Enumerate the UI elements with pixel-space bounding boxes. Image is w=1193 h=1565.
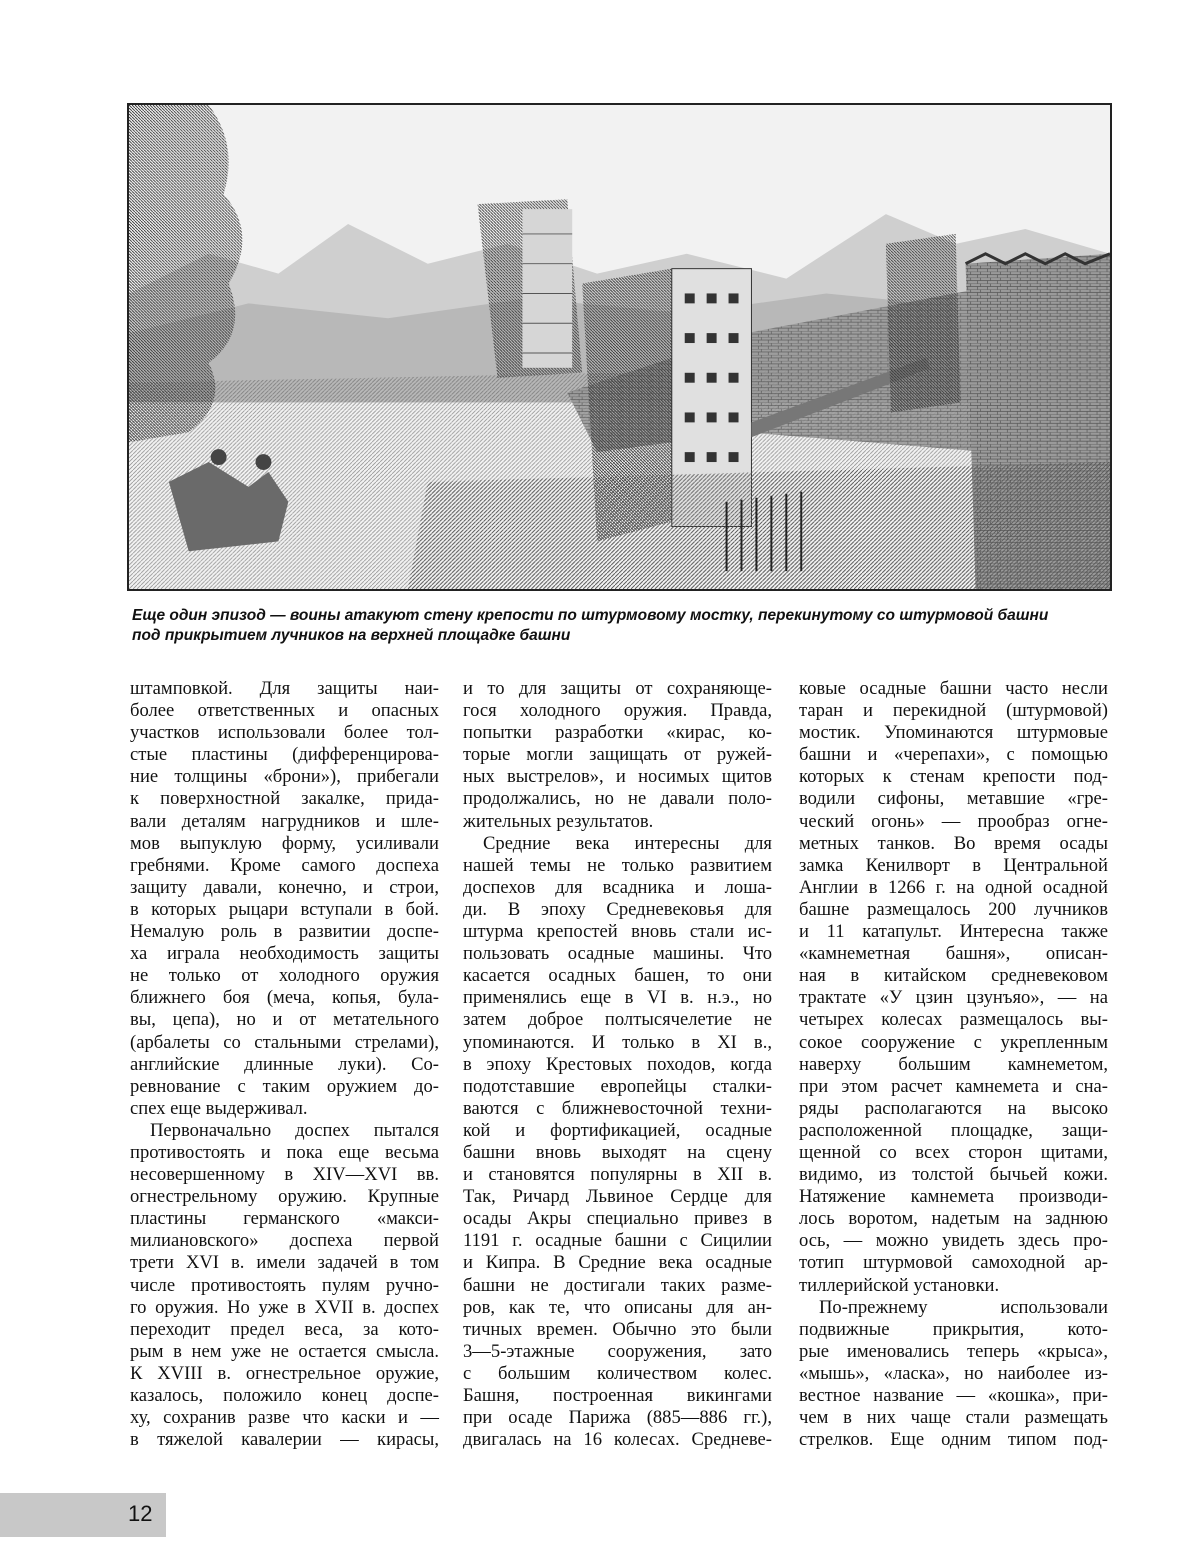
text-line: касается осадных башен, то они [463,965,772,987]
text-line: башни вновь выходят на сцену [463,1141,772,1163]
text-line: осады Акры специально привез в [463,1208,772,1230]
text-line: ха играла необходимость защиты [130,943,439,965]
text-line: трети XVI в. имели задачей в том [130,1252,439,1274]
text-line: Средние века интересны для [483,832,772,854]
text-line: в тяжелой кавалерии — кирасы, [130,1429,439,1451]
text-line: огнестрельному оружию. Крупные [130,1186,439,1208]
text-line: Башня, построенная викингами [463,1385,772,1406]
text-line: ров, как те, что описаны для ан- [463,1296,772,1318]
text-line: которых к стенам крепости под- [799,766,1108,788]
text-line: милиановского» доспеха первой [130,1230,439,1252]
text-line: наверху большим камнеметом, [799,1053,1108,1075]
text-line: ных выстрелов», и носимых щитов [463,766,772,788]
text-line: ваются с ближневосточной техни- [463,1097,772,1119]
text-line: гребнями. Кроме самого доспеха [130,854,439,876]
text-line: таран и перекидной (штурмовой) [799,700,1108,722]
text-line: башни не достигали таких разме- [463,1274,772,1296]
text-line: рые именовались теперь «крыса», [799,1340,1108,1362]
text-line: подотставшие европейцы сталки- [463,1075,772,1097]
text-line: мов выпуклую форму, усиливали [130,832,439,854]
text-line: го оружия. Но уже в XVII в. доспех [130,1296,439,1318]
text-line: башне размещалось 200 лучников [799,898,1108,920]
text-line: с большим количеством колес. [463,1362,772,1384]
text-line: к поверхностной закалке, прида- [130,788,439,810]
text-line: английские длинные луки). Со- [130,1053,439,1075]
engraving-image [129,105,1110,589]
text-line: в которых рыцари вступали в бой. [130,898,439,920]
text-line: штамповкой. Для защиты наи- [130,678,439,699]
text-line: пользовать осадные машины. Что [463,943,772,965]
text-line: защиту давали, конечно, и строи, [130,876,439,898]
text-line: и становятся популярны в XII в. [463,1164,772,1186]
text-line: спех еще выдерживал. [130,1097,308,1119]
text-line: лось воротом, надетым на заднюю [799,1208,1108,1230]
text-line: 3—5-этажные сооружения, зато [463,1340,772,1362]
figure-caption [132,606,1122,646]
text-line: сокое сооружение с укрепленным [799,1031,1108,1053]
text-line: Натяжение камнемета производи- [799,1186,1108,1208]
text-line: штурма крепостей вновь стали ис- [463,921,772,943]
text-line: нашей темы не только развитием [463,854,772,876]
text-line: водили сифоны, метавшие «гре- [799,788,1108,810]
text-line: ряды располагаются на высоко [799,1097,1108,1119]
text-line: «мышь», «ласка», но наиболее из- [799,1362,1108,1384]
text-line: башни и «черепахи», с помощью [799,744,1108,766]
text-column-3 [799,678,1108,1451]
text-line: не только от холодного оружия [130,965,439,987]
text-line: вали деталям нагрудников и шле- [130,810,439,832]
text-line: применялись еще в VI в. н.э., но [463,987,772,1009]
caption-line: под прикрытием лучников на верхней площадке башни [132,627,571,644]
text-line: вестное название — «кошка», при- [799,1385,1108,1406]
text-line: вы, цепа), но и от метательного [130,1009,439,1031]
text-line: чем в них чаще стали размещать [799,1407,1108,1429]
text-line: ближнего боя (меча, копья, була- [130,987,439,1009]
text-line: тиллерийской установки. [799,1274,1000,1296]
text-line: переходит предел веса, за кото- [130,1318,439,1340]
text-line: ху, сохранив разве что каски и — [130,1407,439,1429]
text-line: и 11 катапульт. Интересна также [799,921,1108,943]
text-line: замка Кенилворт в Центральной [799,854,1108,876]
text-line: По-прежнему использовали [819,1296,1108,1318]
text-line: подвижные прикрытия, кото- [799,1318,1108,1340]
text-column-2 [463,678,772,1451]
text-line: ревнование с таким оружием до- [130,1075,439,1097]
text-line: ная в китайском средневековом [799,965,1108,987]
text-line: доспехов для всадника и лоша- [463,876,772,898]
text-line: участков использовали более тол- [130,722,439,744]
text-line: гося холодного оружия. Правда, [463,700,772,722]
text-line: несовершенному в XIV—XVI вв. [130,1164,439,1186]
siege-illustration [127,103,1112,591]
text-line: расположенной площадке, защи- [799,1119,1108,1141]
caption-line: Еще один эпизод — воины атакуют стену крепости по штурмовому мостку, перекинутому со штурмовой башни [132,607,1049,624]
text-line: (арбалеты со стальными стрелами), [130,1031,439,1053]
text-line: Так, Ричард Львиное Сердце для [463,1186,772,1208]
text-line: тотип штурмовой самоходной ар- [799,1252,1108,1274]
text-line: Первоначально доспех пытался [150,1119,439,1141]
text-line: упоминаются. И только в XI в., [463,1031,772,1053]
text-line: стые пластины (дифференцирова- [130,744,439,766]
text-line: ние толщины «брони»), прибегали [130,766,439,788]
text-line: противостоять и пока еще весьма [130,1141,439,1163]
text-line: продолжались, но не давали поло- [463,788,772,810]
text-line: ось, — можно увидеть здесь про- [799,1230,1108,1252]
text-line: казалось, положило конец доспе- [130,1385,439,1406]
text-line: «камнеметная башня», описан- [799,943,1108,965]
text-line: и то для защиты от сохраняюще- [463,678,772,699]
text-line: пластины германского «макси- [130,1208,439,1230]
text-line: рым в нем уже не остается смысла. [130,1340,439,1362]
text-line: и Кипра. В Средние века осадные [463,1252,772,1274]
text-line: метных танков. Во время осады [799,832,1108,854]
text-line: Англии в 1266 г. на одной осадной [799,876,1108,898]
text-line: 1191 г. осадные башни с Сицилии [463,1230,772,1252]
text-line: Немалую роль в развитии доспе- [130,921,439,943]
text-line: попытки разработки «кирас, ко- [463,722,772,744]
text-line: тичных времен. Обычно это были [463,1318,772,1340]
text-line: щенной со всех сторон щитами, [799,1141,1108,1163]
text-line: при осаде Парижа (885—886 гг.), [463,1407,772,1429]
text-line: трактате «У цзин цзунъяо», — на [799,987,1108,1009]
text-line: торые могли защищать от ружей- [463,744,772,766]
page-number: 12 [128,1501,153,1526]
text-column-1 [130,678,439,1451]
text-line: более ответственных и опасных [130,700,439,722]
text-line: затем доброе полтысячелетие не [463,1009,772,1031]
text-line: ческий огонь» — прообраз огне- [799,810,1108,832]
text-line: К XVIII в. огнестрельное оружие, [130,1362,439,1384]
text-line: стрелков. Еще одним типом под- [799,1429,1108,1451]
text-line: мостик. Упоминаются штурмовые [799,722,1108,744]
text-line: ди. В эпоху Средневековья для [463,898,772,920]
text-line: жительных результатов. [463,810,654,832]
text-line: при этом расчет камнемета и сна- [799,1075,1108,1097]
text-line: числе противостоять пулям ручно- [130,1274,439,1296]
text-line: двигалась на 16 колесах. Средневе- [463,1429,772,1451]
text-line: ковые осадные башни часто несли [799,678,1108,699]
text-line: кой и фортификацией, осадные [463,1119,772,1141]
text-line: четырех колесах размещалось вы- [799,1009,1108,1031]
text-line: в эпоху Крестовых походов, когда [463,1053,772,1075]
text-line: видимо, из толстой бычьей кожи. [799,1164,1108,1186]
